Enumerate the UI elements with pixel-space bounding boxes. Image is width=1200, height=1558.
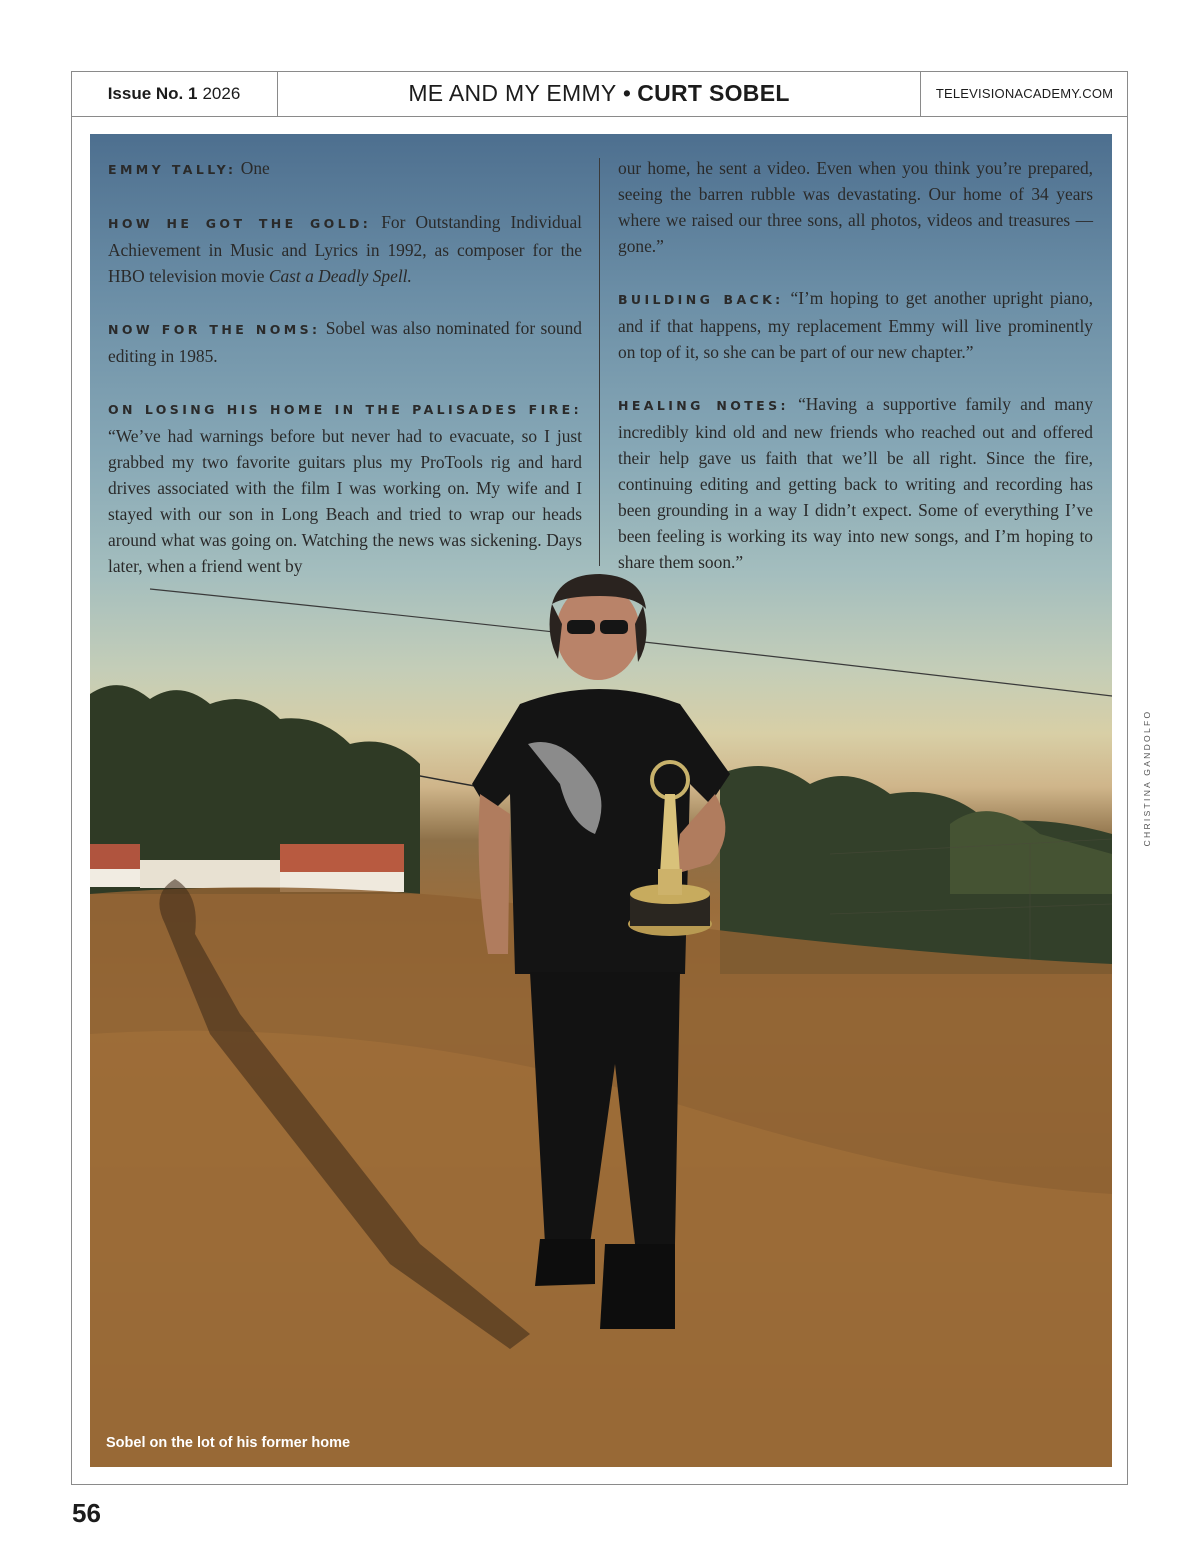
movie-title: Cast a Deadly Spell. [268,266,412,286]
gold-label: HOW HE GOT THE GOLD: [108,216,372,231]
column-divider [599,158,600,566]
tally-label: EMMY TALLY: [108,162,237,177]
page-number: 56 [72,1498,101,1528]
building-text: “I’m hoping to get another upright piano, and if that happens, my replacement Emmy will live prominently on top of it, so she can be part of our new chapter.” [618,288,1093,362]
fire-label: ON LOSING HIS HOME IN THE PALISADES FIRE: [108,402,582,417]
tally-text: One [240,158,270,178]
issue-year: 2026 [202,83,241,103]
subject-name: CURT SOBEL [637,80,790,106]
section-name: ME AND MY EMMY • [408,80,632,106]
right-column [618,155,1093,601]
issue-label [71,71,278,116]
noms-text: Sobel was also nominated for sound editing in 1985. [108,318,583,366]
noms-label: NOW FOR THE NOMS: [108,322,321,337]
building-paragraph [618,285,1093,365]
gold-text: For Outstanding Individual Achievement in Music and Lyrics in 1992, as composer for the HBO television movie [108,212,582,286]
page-header [71,71,1128,117]
healing-text: “Having a supportive family and many incredibly kind old and new friends who reached out and offered their help gave us faith that we’ll be all right. Since the fire, continuing editing and getting back to writing and recording has been grounding in a way I didn’t expect. Some of everything I’ve been feeling is working its way into new songs, and I’m hoping to share them soon.” [618,394,1093,572]
fire-text: “We’ve had warnings before but never had to evacuate, so I just grabbed my two favorite guitars plus my ProTools rig and hard drives associated with the film I was working on. My wife and I stayed with our son in Long Beach and tried to wrap our heads around what was going on. Watching the news was sickening. Days later, when a friend went by [108,426,582,576]
photo-caption: Sobel on the lot of his former home [106,1435,351,1451]
left-column [108,155,582,605]
noms-paragraph [108,315,582,369]
gold-paragraph [108,209,582,289]
site-url: TELEVISIONACADEMY.COM [935,86,1114,101]
section-title [278,71,921,116]
tally-paragraph [108,155,582,183]
building-label: BUILDING BACK: [618,292,784,307]
fire-continued-paragraph: our home, he sent a video. Even when you think you’re prepared, seeing the barren rubble was devastating. Our home of 34 years where we raised our three sons, all photos, videos and treasures — gone.” [618,158,1093,256]
photo-credit: CHRISTINA GANDOLFO [1142,709,1152,847]
issue-number: Issue No. 1 [107,83,198,103]
healing-label: HEALING NOTES: [618,398,789,413]
fire-paragraph [108,395,582,579]
healing-paragraph [618,391,1093,575]
